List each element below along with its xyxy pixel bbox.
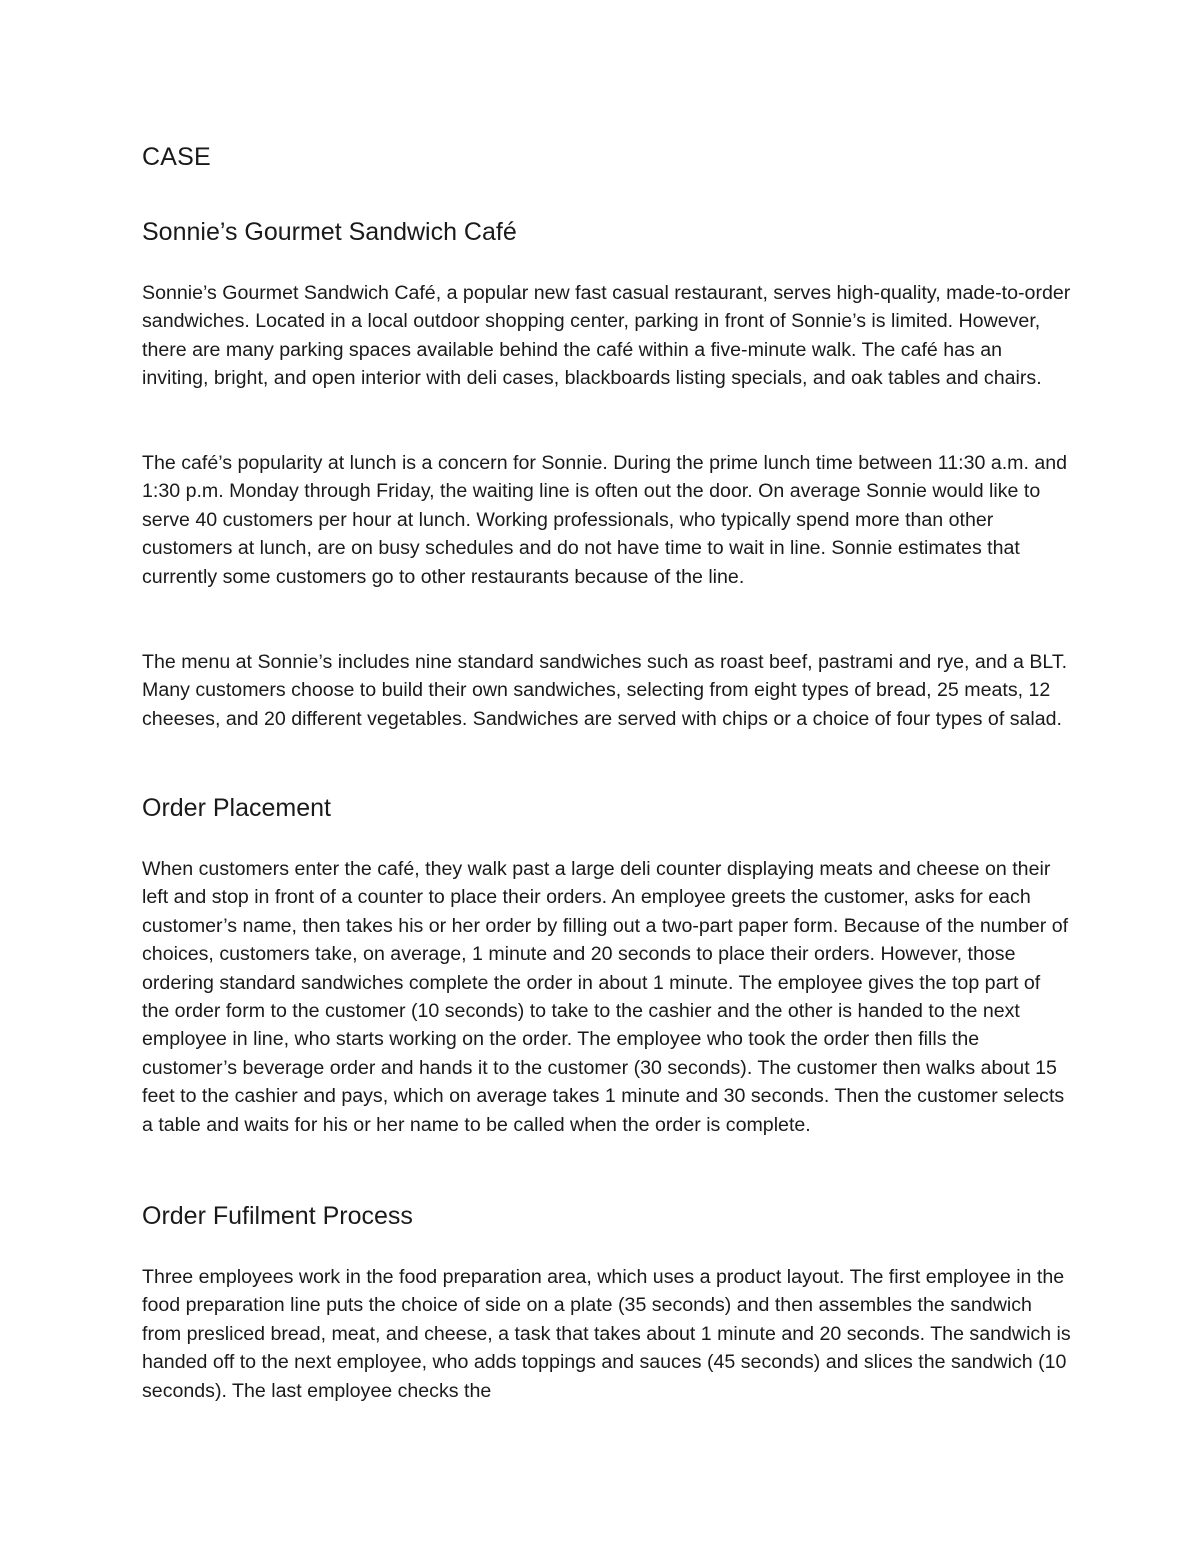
intro-paragraph: The café’s popularity at lunch is a concern for Sonnie. During the prime lunch time between 11:30 a.m. and 1:30 p.m. Monday through Friday, the waiting line is often out the door. On average Sonnie would like to serve 40 customers per hour at lunch. Working professionals, who typically spend more than other customers at lunch, are on busy schedules and do not have time to wait in line. Sonnie estimates that currently some customers go to other restaurants because of the line. — [142, 452, 1068, 588]
section-heading-order-fulfilment: Order Fufilment Process — [142, 1202, 413, 1230]
case-title: Sonnie’s Gourmet Sandwich Café — [142, 218, 517, 246]
intro-paragraph: The menu at Sonnie’s includes nine standard sandwiches such as roast beef, pastrami and rye, and a BLT. Many customers choose to build their own sandwiches, selecting from eight types of bread, 25 meats, 12 cheeses, and 20 different vegetables. Sandwiches are served with chips or a choice of four types of salad. — [142, 651, 1068, 730]
section-heading-order-placement: Order Placement — [142, 794, 331, 822]
order-fulfilment-paragraph: Three employees work in the food preparation area, which uses a product layout. The first employee in the food preparation line puts the choice of side on a plate (35 seconds) and then assembles the sandwich from presliced bread, meat, and cheese, a task that takes about 1 minute and 20 seconds. The sandwich is handed off to the next employee, who adds toppings and sauces (45 seconds) and slices the sandwich (10 seconds). The last employee checks the — [142, 1266, 1071, 1402]
intro-paragraph: Sonnie’s Gourmet Sandwich Café, a popular new fast casual restaurant, serves high-quality, made-to-order sandwiches. Located in a local outdoor shopping center, parking in front of Sonnie’s is limited. However, there are many parking spaces available behind the café within a five-minute walk. The café has an inviting, bright, and open interior with deli cases, blackboards listing specials, and oak tables and chairs. — [142, 282, 1071, 390]
case-label: CASE — [142, 143, 211, 171]
order-placement-paragraph: When customers enter the café, they walk past a large deli counter displaying meats and cheese on their left and stop in front of a counter to place their orders. An employee greets the customer, asks for each customer’s name, then takes his or her order by filling out a two-part paper form. Because of the number of choices, customers take, on average, 1 minute and 20 seconds to place their orders. However, those ordering standard sandwiches complete the order in about 1 minute. The employee gives the top part of the order form to the customer (10 seconds) to take to the cashier and the other is handed to the next employee in line, who starts working on the order. The employee who took the order then fills the customer’s beverage order and hands it to the customer (30 seconds). The customer then walks about 15 feet to the cashier and pays, which on average takes 1 minute and 30 seconds. Then the customer selects a table and waits for his or her name to be called when the order is complete. — [142, 858, 1069, 1136]
